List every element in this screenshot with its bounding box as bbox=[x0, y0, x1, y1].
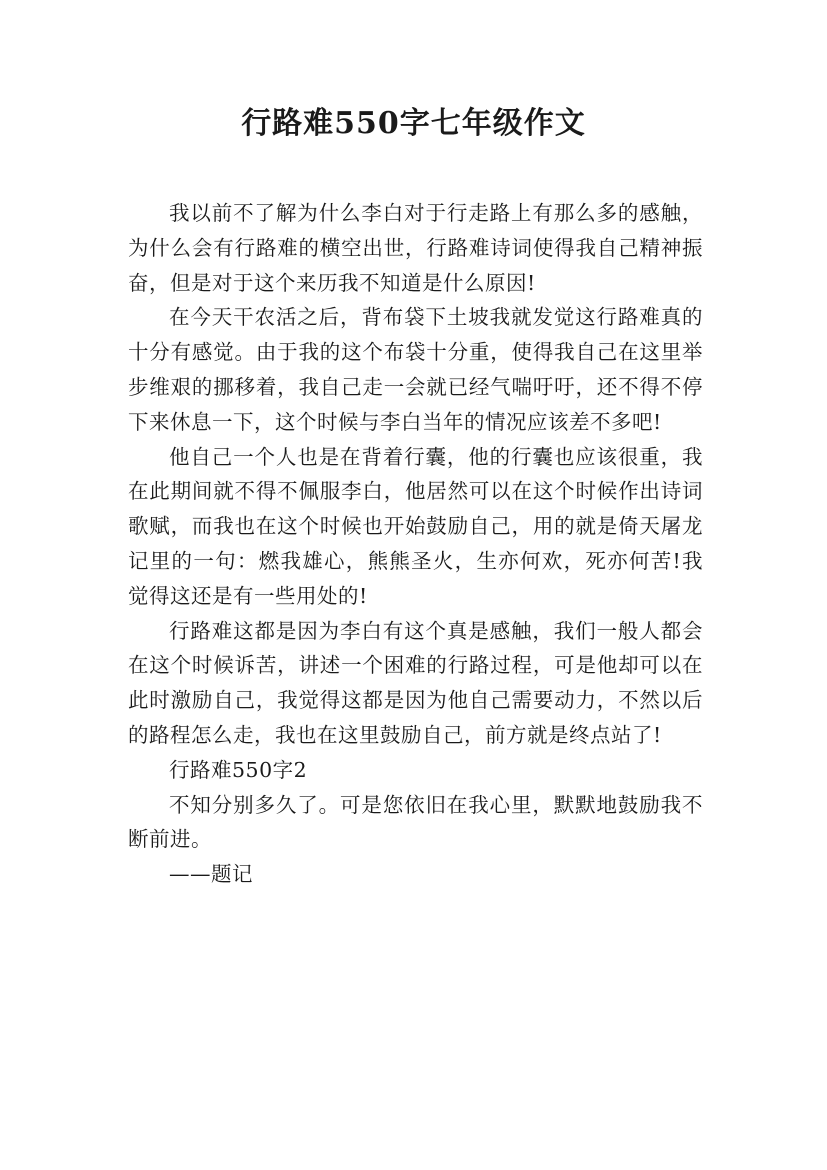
paragraph-3: 他自己一个人也是在背着行囊，他的行囊也应该很重，我在此期间就不得不佩服李白，他居然可以在这个时候作出诗词歌赋，而我也在这个时候也开始鼓励自己，用的就是倚天屠龙记里的一句：燃我雄心，熊熊圣火，生亦何欢，死亦何苦!我觉得这还是有一些用处的! bbox=[128, 444, 703, 608]
paragraph-5: 不知分别多久了。可是您依旧在我心里，默默地鼓励我不断前进。 bbox=[128, 792, 703, 852]
paragraph-2: 在今天干农活之后，背布袋下土坡我就发觉这行路难真的十分有感觉。由于我的这个布袋十分重，使得我自己在这里举步维艰的挪移着，我自己走一会就已经气喘吁吁，还不得不停下来休息一下，这个时候与李白当年的情况应该差不多吧! bbox=[128, 305, 703, 434]
paragraph-4: 行路难这都是因为李白有这个真是感触，我们一般人都会在这个时候诉苦，讲述一个困难的行路过程，可是他却可以在此时激励自己，我觉得这都是因为他自己需要动力，不然以后的路程怎么走，我也在这里鼓励自己，前方就是终点站了! bbox=[128, 618, 703, 747]
document-body bbox=[128, 196, 703, 892]
epigraph-note: ——题记 bbox=[169, 862, 253, 887]
document-title: 行路难550字七年级作文 bbox=[241, 106, 586, 141]
paragraph-1: 我以前不了解为什么李白对于行走路上有那么多的感触，为什么会有行路难的横空出世，行路难诗词使得我自己精神振奋，但是对于这个来历我不知道是什么原因! bbox=[128, 201, 703, 295]
section-heading: 行路难550字2 bbox=[169, 757, 308, 782]
